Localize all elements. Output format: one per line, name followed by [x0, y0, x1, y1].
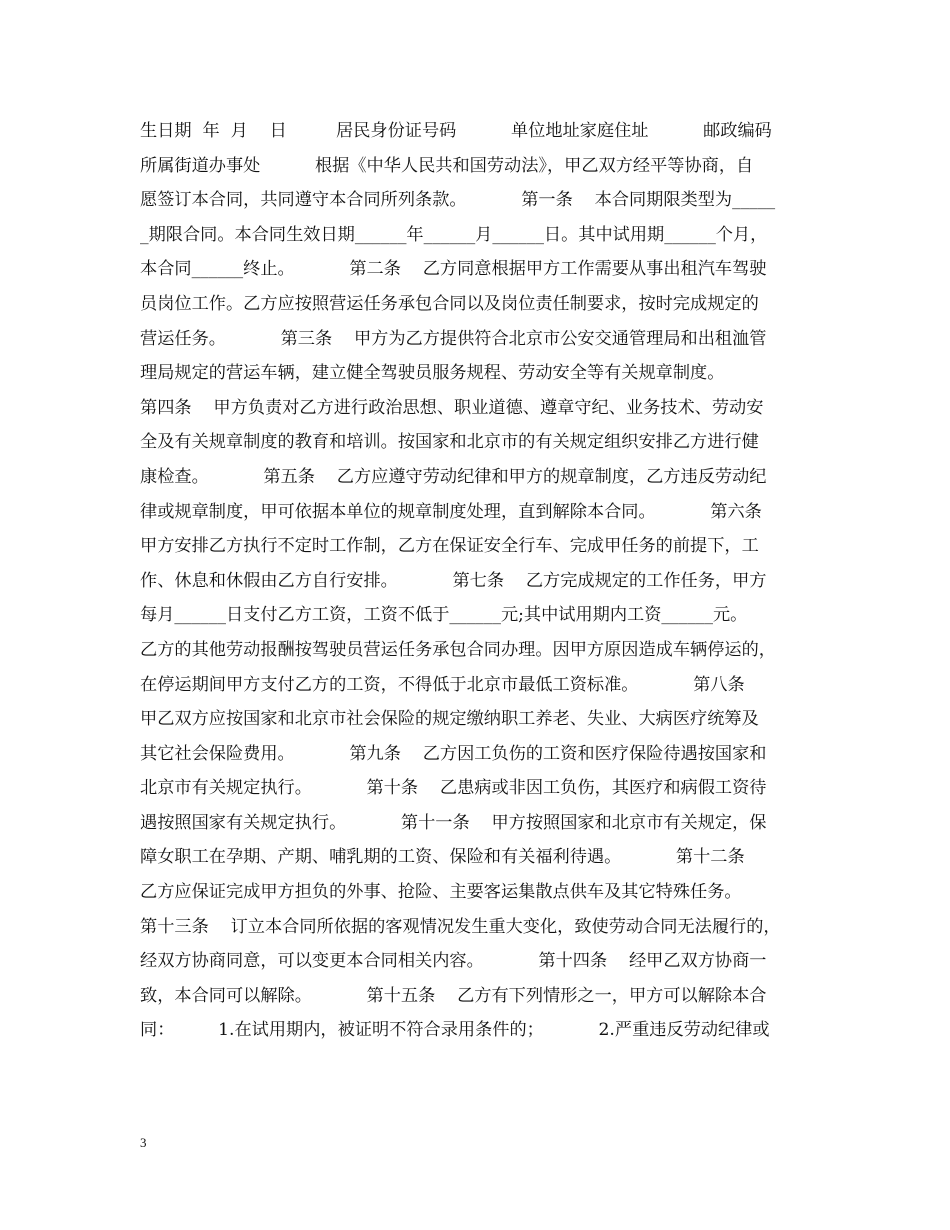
text-line: 全及有关规章制度的教育和培训。按国家和北京市的有关规定组织安排乙方进行健: [140, 432, 759, 453]
text-line: 所属街道办事处 根据《中华人民共和国劳动法》，甲乙双方经平等协商，自: [140, 155, 754, 176]
text-line: 北京市有关规定执行。 第十条 乙患病或非因工负伤，其医疗和病假工资待: [140, 778, 767, 799]
text-line: 甲方安排乙方执行不定时工作制，乙方在保证安全行车、完成甲任务的前提下，工: [140, 536, 759, 557]
text-line: 员岗位工作。乙方应按照营运任务承包合同以及岗位责任制要求，按时完成规定的: [140, 293, 759, 314]
text-line: 乙方应保证完成甲方担负的外事、抢险、主要客运集散点供车及其它特殊任务。: [140, 882, 742, 903]
text-line: 愿签订本合同，共同遵守本合同所列条款。 第一条 本合同期限类型为_____: [140, 190, 776, 211]
text-line: 遇按照国家有关规定执行。 第十一条 甲方按照国家和北京市有关规定，保: [140, 812, 767, 833]
text-line: 经双方协商同意，可以变更本合同相关内容。 第十四条 经甲乙双方协商一: [140, 951, 767, 972]
text-line: 律或规章制度，甲可依据本单位的规章制度处理，直到解除本合同。 第六条: [140, 501, 762, 522]
document-body: [140, 114, 812, 1048]
text-line: 作、休息和休假由乙方自行安排。 第七条 乙方完成规定的工作任务，甲方: [140, 570, 767, 591]
text-line: 本合同______终止。 第二条 乙方同意根据甲方工作需要从事出租汽车驾驶: [140, 259, 767, 280]
page-number: 3: [140, 1135, 147, 1150]
text-line: 同： 1.在试用期内，被证明不符合录用条件的； 2.严重违反劳动纪律或: [140, 1020, 770, 1041]
text-line: 每月______日支付乙方工资，工资不低于______元;其中试用期内工资______元。: [140, 605, 748, 626]
text-line: 理局规定的营运车辆，建立健全驾驶员服务规程、劳动安全等有关规章制度。: [140, 363, 725, 384]
text-line: 乙方的其他劳动报酬按驾驶员营运任务承包合同办理。因甲方原因造成车辆停运的，: [140, 639, 776, 660]
text-line: 生日期 年 月 日 居民身份证号码 单位地址家庭住址 邮政编码: [140, 121, 772, 141]
text-line: 在停运期间甲方支付乙方的工资，不得低于北京市最低工资标准。 第八条: [140, 674, 745, 695]
text-line: 其它社会保险费用。 第九条 乙方因工负伤的工资和医疗保险待遇按国家和: [140, 743, 767, 764]
text-line: 障女职工在孕期、产期、哺乳期的工资、保险和有关福利待遇。 第十二条: [140, 847, 745, 868]
text-line: 营运任务。 第三条 甲方为乙方提供符合北京市公安交通管理局和出租洫管: [140, 328, 767, 349]
text-line: _期限合同。本合同生效日期______年______月______日。其中试用期______个月，: [140, 224, 768, 245]
text-line: 第四条 甲方负责对乙方进行政治思想、职业道德、遵章守纪、业务技术、劳动安: [140, 397, 764, 418]
text-line: 第十三条 订立本合同所依据的客观情况发生重大变化，致使劳动合同无法履行的，: [140, 916, 781, 937]
text-line: 康检查。 第五条 乙方应遵守劳动纪律和甲方的规章制度，乙方违反劳动纪: [140, 466, 767, 487]
text-line: 甲乙双方应按国家和北京市社会保险的规定缴纳职工养老、失业、大病医疗统筹及: [140, 709, 759, 730]
text-line: 致，本合同可以解除。 第十五条 乙方有下列情形之一，甲方可以解除本合: [140, 985, 767, 1006]
